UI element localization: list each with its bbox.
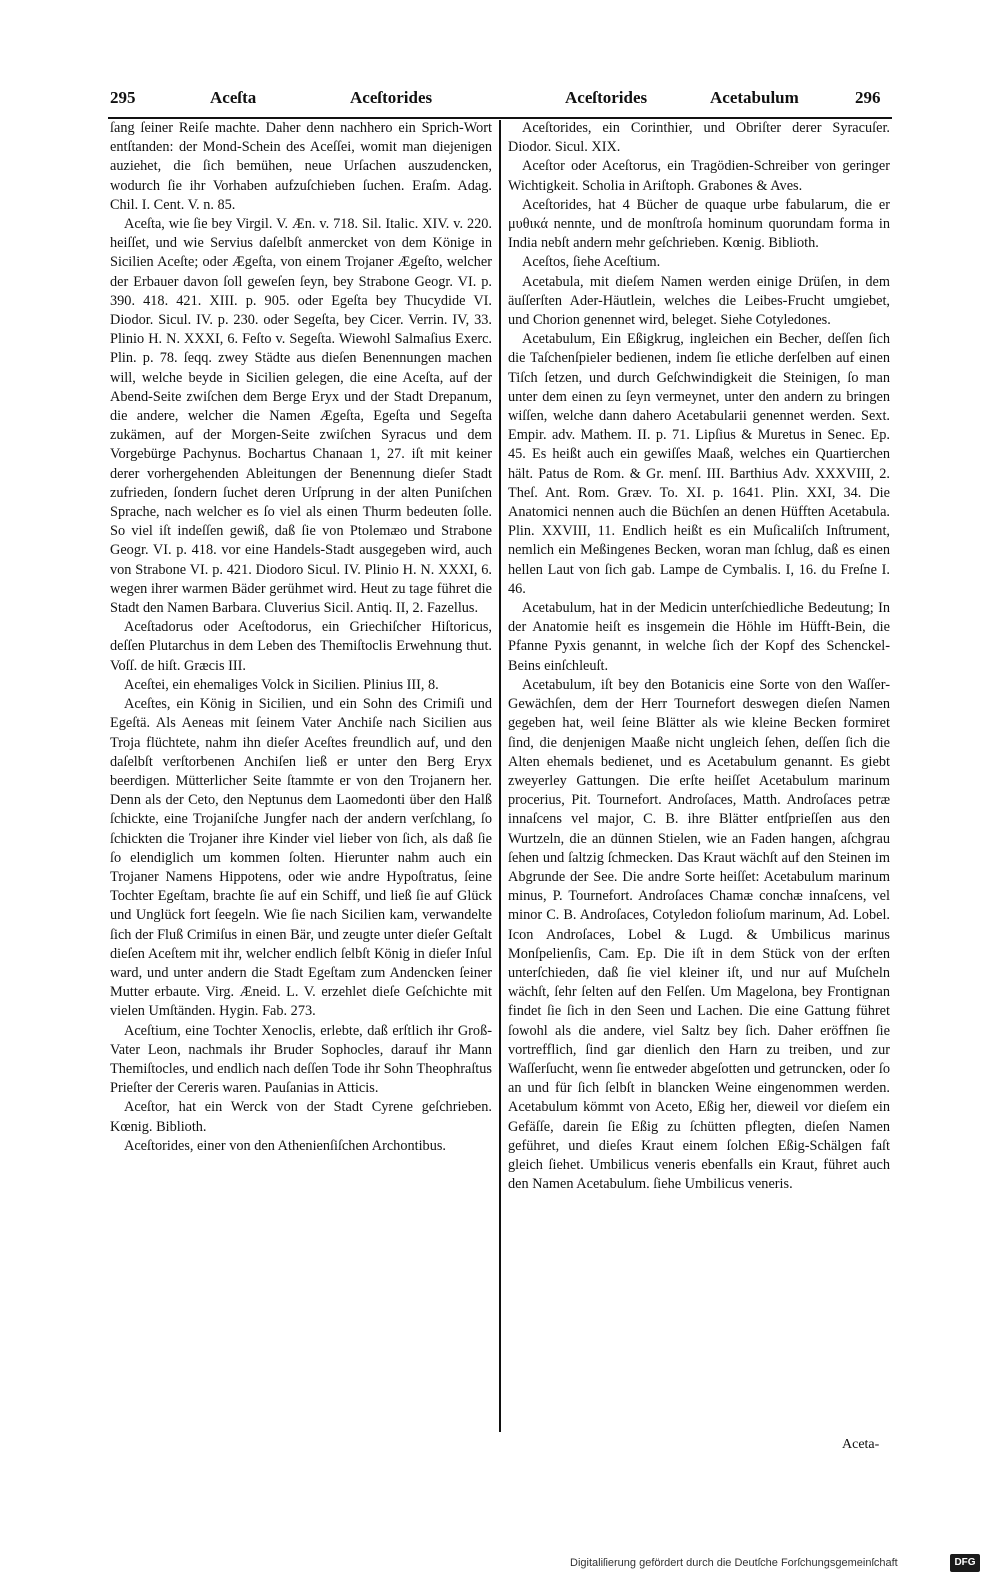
funding-notice: Digitaliſierung gefördert durch die Deutſche Forſchungsgemeinſchaft [570, 1557, 898, 1569]
entry-text: Aceſtorides, hat 4 Bücher de quaque urbe fabularum, die er μυθικά nennte, und de monſtroſa hominum quorundam forma in India nebſt andern mehr geſchrieben. Kœnig. Biblioth. [508, 196, 890, 252]
right-column [508, 119, 890, 1194]
entry-text: Aceſtor, hat ein Werck von der Stadt Cyrene geſchrieben. Kœnig. Biblioth. [110, 1099, 492, 1135]
header-keyword-left-center: Aceſtorides [350, 88, 433, 107]
entry-text: Aceſta, wie ſie bey Virgil. V. Æn. v. 718. Sil. Italic. XIV. v. 220. heiſſet, und wie Servius daſelbſt anmercket von dem Könige in Sicilien Aceſte; oder Ægeſta, von einem Trojaner Ægeſto, welcher der Erbauer davon ſoll geweſen ſeyn, bey Strabone Geogr. VI. p. 390. 418. 421. XIII. p. 905. oder Egeſta bey Thucydide VI. Diodor. Sicul. IV. p. 230. oder Segeſta, bey Cicer. Verrin. IV, 33. Plinio H. N. XXXI, 6. Feſto v. Segeſta. Wiewohl Salmaſius Exerc. Plin. p. 78. ſeqq. zwey Städte aus dieſen Benennungen machen will, welche beyde in Sicilien gelegen, die eine Aceſta, auf der Abend-Seite zwiſchen dem Berge Eryx und der Stadt Drepanum, die andere, welcher die Namen Ægeſta, Egeſta und Segeſta zukämen, auf der Morgen-Seite zwiſchen Syracus und dem Vorgebürge Pachynus. Bochartus Chanaan 1, 27. iſt mit keiner derer vorhergehenden Ableitungen der Benennung dieſer Stadt zufrieden, ſondern ſuchet deren Urſprung in der alten Puniſchen Sprache, nach welcher es ſo viel als einen Thurm bedeuten ſolle. So viel iſt indeſſen gewiß, daß ſie von Ptolemæo und Strabone Geogr. VI. p. 418. vor eine Handels-Stadt ausgegeben wird, auch von Strabone VI. p. 421. Diodoro Sicul. IV. Plinio H. N. XXXI, 6. wegen ihrer warmen Bäder gerühmet wird. Heut zu tage führet die Stadt den Namen Barbara. Cluverius Sicil. Antiq. II, 2. Fazellus. [110, 216, 492, 617]
page-number-right: 296 [855, 88, 881, 107]
footer [570, 1554, 980, 1576]
entry-text: Aceſtorides, einer von den Athenienſiſchen Archontibus. [124, 1137, 446, 1154]
header-keyword-left: Aceſta [210, 88, 257, 107]
entry-text: Acetabula, mit dieſem Namen werden einige Drüſen, in dem äuſſerſten Ader-Häutlein, welches die Leibes-Frucht umgiebet, und Chorion genennet wird, beleget. Siehe Cotyledones. [508, 273, 890, 329]
entry-text: Aceſtes, ein König in Sicilien, und ein Sohn des Crimiſi und Egeſtä. Als Aeneas mit ſeinem Vater Anchiſe nach Sicilien aus Troja flüchtete, nahm ihn dieſer Aceſtes freundlich auf, und den daſelbſt verſtorbenen Anchiſen ließ er unter den Berg Eryx beerdigen. Mütterlicher Seite ſtammte er von den Trojanern her. Denn als der Ceto, den Neptunus dem Laomedonti über den Halß ſchickte, eine Trojaniſche Jungfer nach der andern verſchlang, ſo ſchickten die Trojaner ihre Kinder viel lieber von ſich, als daß ſie ſo elendiglich um kommen ſolten. Hierunter nahm auch ein Trojaner Namens Hippotens, oder wie andre Hypoſtratus, ſeine Tochter Egeſtam, brachte ſie auf ein Schiff, und ließ ſie auf Glück und Unglück fort ſeegeln. Wie ſie nach Sicilien kam, verwandelte ſich der Fluß Crimiſus in einen Bär, und zeugte unter dieſer Geſtalt dieſen Aceſtem mit ihr, welcher endlich ſelbſt König in dieſer Inſul ward, und unter andern die Stadt Egeſtam zum Andencken ſeiner Mutter erbaute. Virg. Æneid. L. V. erzehlet dieſe Geſchichte mit vielen Umſtänden. Hygin. Fab. 273. [110, 696, 492, 1020]
dfg-logo: DFG [950, 1554, 980, 1572]
page-number-left: 295 [110, 88, 136, 107]
entry-text: Aceſtorides, ein Corinthier, und Obriſter derer Syracuſer. Diodor. Sicul. XIX. [508, 120, 890, 156]
column-divider [499, 120, 501, 1432]
entry-text: Aceſtadorus oder Aceſtodorus, ein Griechiſcher Hiſtoricus, deſſen Plutarchus in dem Leben des Themiſtoclis Erwehnung thut. Voſſ. de hiſt. Græcis III. [110, 619, 492, 674]
entry-text: ſang ſeiner Reiſe machte. Daher denn nachhero ein Sprich-Wort entſtanden: der Mond-Schein des Aceſſei, womit man diejenigen auziehet, die ſich bemühen, neue Urſachen auszudencken, wodurch ſie ihr Vorhaben aufzuſchieben ſuchen. Eraſm. Adag. Chil. I. Cent. V. n. 85. [110, 120, 492, 213]
entry-text: Acetabulum, Ein Eßigkrug, ingleichen ein Becher, deſſen ſich die Taſchenſpieler bedienen, indem ſie etliche derſelben auf einen Tiſch ſetzen, und durch Geſchwindigkeit die Steinigen, ſo man unter dem einen zu ſeyn vermeynet, unter den andern zu bringen wiſſen, welche dann dahero Acetabularii genennet werden. Sext. Empir. adv. Mathem. II. p. 71. Lipſius & Muretus in Senec. Ep. 45. Es heißt auch ein gewiſſes Maaß, welches ein Quartierchen hält. Patus de Rom. & Gr. menſ. III. Barthius Adv. XXXVIII, 2. Theſ. Ant. Rom. Græv. To. XI. p. 1641. Plin. XXI, 34. Die Anatomici nennen auch die Büchſen an denen Hüfften Acetabula. Plin. XXVIII, 11. Endlich heißt es ein Muſicaliſch Inſtrument, nemlich ein Meßingenes Becken, woran man ſchlug, daß es einen hellen Laut von ſich gab. Lampe de Cymbalis. I, 16. du Freſne I. 46. [508, 331, 890, 597]
entry-text: Aceſtos, ſiehe Aceſtium. [522, 254, 661, 271]
left-column [110, 119, 492, 1156]
catchword: Aceta- [842, 1437, 880, 1452]
entry-text: Aceſtei, ein ehemaliges Volck in Sicilien. Plinius III, 8. [124, 676, 439, 693]
running-header [110, 88, 890, 116]
entry-text: Acetabulum, iſt bey den Botanicis eine Sorte von den Waſſer-Gewächſen, dem der Herr Tournefort deswegen dieſen Namen gegeben hat, weil ſeine Blätter als wie kleine Becken formiret ſind, die denjenigen Maaße nicht ungleich ſehen, deſſen ſich die Alten ehemals bedienet, und es Acetabulum genannt. Es giebt zweyerley Gattungen. Die erſte heiſſet Acetabulum marinum procerius, Pit. Tournefort. Androſaces, Matth. Androſaces petræ innaſcens vel major, C. B. ihre Blätter entſprieſſen aus den Wurtzeln, die an dünnen Stielen, wie an Faden hangen, aſchgrau ſehen und ſaltzig ſchmecken. Das Kraut wächſt auf den Steinen im Abgrunde der See. Die andre Sorte heiſſet: Acetabulum marinum minus, P. Tournefort. Androſaces Chamæ conchæ innaſcens, vel minor C. B. Androſaces, Cotyledon folioſum marinum, Ad. Lobel. Icon Androſaces, Lobel & Lugd. & Umbilicus marinus Monſpelienſis, Cam. Ep. Die iſt in dem Stück von der erſten unterſchieden, daß ſie viel kleiner iſt, und nur auf Muſcheln wächſt, ſehr ſelten auf den Felſen. Um Magelona, bey Frontignan findet ſie ſich in den Seen und Lachen. Die eine Gattung führet ſowohl als die andere, viel Saltz bey ſich. Daher eröffnen ſie vortrefflich, ſind gar dienlich den Harn zu treiben, und zur Waſſerſucht, wenn ſie entweder abgeſotten und getruncken, oder ſo an und für ſich ſelbſt in blancken Weine eingenommen werden. Acetabulum kömmt von Aceto, Eßig her, dieweil vor dieſem ein Gefäſſe, darein ſie Eßig zu ſchütten pflegten, dieſen Namen geführet, und dieſes Kraut einem ſolchen Eßig-Schälgen faſt gleich ſiehet. Umbilicus veneris ebenfalls ein Kraut, führet auch den Namen Acetabulum. ſiehe Umbilicus veneris. [508, 676, 890, 1193]
entry-text: Acetabulum, hat in der Medicin unterſchiedliche Bedeutung; In der Anatomie heiſt es insgemein die Höhle im Hüfft-Bein, die Pfanne Pyxis genannt, in welche ſich der Kopf des Schenckel-Beins einſchleuſt. [508, 600, 890, 674]
header-keyword-right-center: Aceſtorides [565, 88, 648, 107]
entry-text: Aceſtium, eine Tochter Xenoclis, erlebte, daß erſtlich ihr Groß-Vater Leon, nachmals ihr Bruder Sophocles, darauf ihr Mann Themiſtocles, und endlich nach deſſen Tode ihr Sohn Theophraſtus Prieſter der Cereris waren. Pauſanias in Atticis. [110, 1022, 492, 1097]
entry-text: Aceſtor oder Aceſtorus, ein Tragödien-Schreiber von geringer Wichtigkeit. Scholia in Ariſtoph. Grabones & Aves. [508, 158, 890, 194]
header-keyword-right: Acetabulum [710, 88, 799, 107]
